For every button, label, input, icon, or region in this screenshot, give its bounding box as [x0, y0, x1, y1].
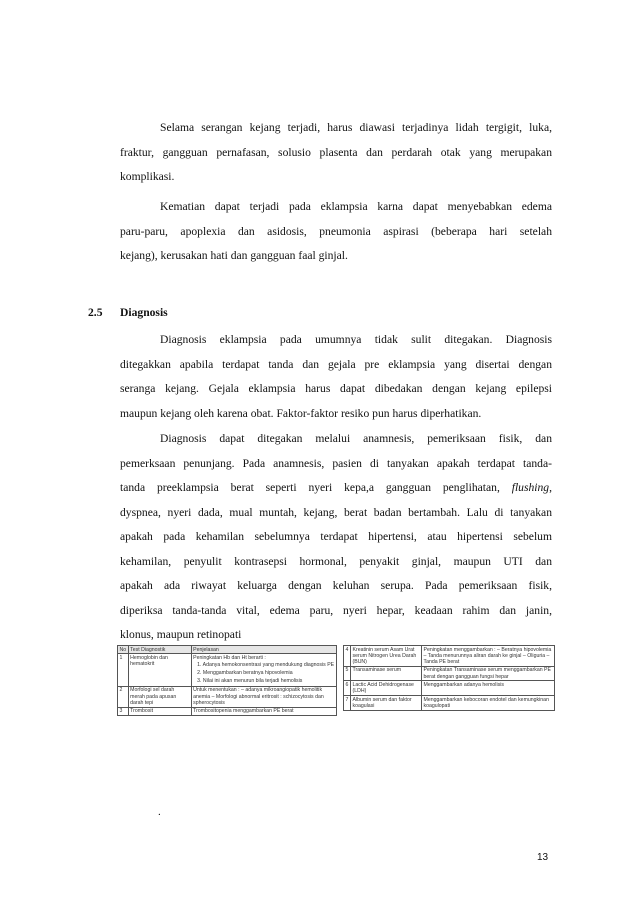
sub-list: [197, 662, 334, 684]
table-row: [344, 666, 555, 681]
table-cell-no: 7: [344, 696, 351, 711]
paragraph-line: Diagnosis eklampsia pada umumnya tidak sulit ditegakan. Diagnosis: [160, 333, 552, 346]
table-cell-desc: Trombositopenia menggambarkan PE berat: [191, 707, 336, 715]
table-cell-desc: Menggambarkan adanya hemolisis: [422, 681, 555, 696]
paragraph-line: Selama serangan kejang terjadi, harus diawasi terjadinya lidah tergigit, luka,: [160, 121, 552, 134]
table-row: [344, 681, 555, 696]
table-header-row: [118, 646, 337, 654]
paragraph-line: apakah pada kehamilan sebelumnya terdapat hipertensi, atau hipertensi sebelum: [120, 530, 552, 543]
table-cell-test: Morfologi sel darah merah pada apusan darah tepi: [128, 686, 191, 707]
paragraph-line: paru-paru, apoplexia dan asidosis, pneumonia aspirasi (beberapa hari setelah: [120, 224, 552, 238]
paragraph-line: fraktur, gangguan pernafasan, solusio plasenta dan perdarah otak yang merupakan: [120, 145, 552, 159]
page-number: 13: [537, 852, 549, 863]
table-cell-text: Peningkatan Hb dan Ht berarti :: [193, 654, 266, 661]
paragraph-line: klonus, maupun retinopati: [120, 628, 242, 641]
table-cell-no: 1: [118, 654, 129, 687]
diagnostic-table-left: [117, 645, 337, 716]
diagnostic-tests-figure: [117, 645, 555, 757]
table-cell-test: Trombosit: [128, 707, 191, 715]
table-cell-desc: [191, 654, 336, 687]
section-title: Diagnosis: [120, 306, 168, 319]
paragraph-line: ditegakkan apabila terdapat tanda dan gejala pre eklampsia yang disertai dengan: [120, 357, 552, 371]
section-number: 2.5: [88, 306, 103, 319]
paragraph-diagnosis-intro: [120, 328, 552, 426]
column-header: Test Diagnostik: [128, 646, 191, 654]
paragraph-line: Kematian dapat terjadi pada eklampsia karna dapat menyebabkan edema: [160, 200, 552, 213]
paragraph-mortality: [120, 195, 552, 269]
paragraph-diagnosis-methods: [120, 427, 552, 648]
paragraph-line: pemerksaan penunjang. Pada anamnesis, pasien di tanyakan apakah terdapat tanda-: [120, 456, 552, 470]
table-cell-no: 4: [344, 646, 351, 667]
paragraph-line: komplikasi.: [120, 170, 175, 183]
table-cell-desc: Peningkatan menggambarkan : – Beratnya hipovolemia – Tanda menurunnya aliran darah ke ginjal – Oliguria – Tanda PE berat: [422, 646, 555, 667]
paragraph-line: maupun kejang oleh karena obat. Faktor-faktor resiko pun harus diperhatikan.: [120, 406, 482, 420]
list-item: 2. Menggambarkan beratnya hipovolemia: [197, 669, 293, 676]
column-header: Penjelasan: [191, 646, 336, 654]
table-cell-no: 6: [344, 681, 351, 696]
table-cell-no: 3: [118, 707, 129, 715]
table-cell-test: Albumin serum dan faktor koagulasi: [351, 696, 422, 711]
table-cell-no: 5: [344, 666, 351, 681]
paragraph-line-part: ,: [549, 481, 552, 494]
paragraph-line: kehamilan, penyulit kontrasepsi hormonal, penyakit ginjal, maupun UTI dan: [120, 554, 552, 568]
table-row: [118, 686, 337, 707]
table-row: [118, 654, 337, 687]
table-cell-desc: Peningkatan Transaminase serum menggambarkan PE berat dengan gangguan fungsi hepar: [422, 666, 555, 681]
paragraph-line-part: tanda preeklampsia berat seperti nyeri kepa,a gangguan penglihatan,: [120, 481, 500, 494]
table-cell-test: Kreatinin serum Asam Urat serum Nitrogen Urea Darah (BUN): [351, 646, 422, 667]
paragraph-line: Diagnosis dapat ditegakan melalui anamnesis, pemeriksaan fisik, dan: [160, 432, 552, 445]
table-cell-desc: Untuk menentukan : – adanya mikroangiopatik hemolitik anemia – Morfologi abnormal eritrosit : schizocytosis dan spherocytosis: [191, 686, 336, 707]
table-cell-test: Transaminase serum: [351, 666, 422, 681]
table-row: [118, 707, 337, 715]
paragraph-line: diperiksa tanda-tanda vital, edema paru, nyeri hepar, keadaan rahim dan janin,: [120, 603, 552, 617]
stray-dot: .: [158, 806, 161, 818]
table-cell-no: 2: [118, 686, 129, 707]
paragraph-complications: [120, 116, 552, 190]
table-cell-test: Hemoglobin dan hematokrit: [128, 654, 191, 687]
column-header: No: [119, 646, 127, 653]
paragraph-line: seranga kejang. Gejala eklampsia harus dapat dibedakan dengan kejang epilepsi: [120, 382, 552, 395]
paragraph-line: apakah ada riwayat keluarga dengan keluhan serupa. Pada pemeriksaan fisik,: [120, 579, 552, 592]
paragraph-line: kejang), kerusakan hati dan gangguan faal ginjal.: [120, 249, 348, 262]
emphasis-flushing: flushing: [511, 481, 550, 494]
table-row: [344, 646, 555, 667]
list-item: 1. Adanya hemokonsentrasi yang mendukung diagnosis PE: [197, 662, 335, 669]
table-row: [344, 696, 555, 711]
paragraph-line: dyspnea, nyeri dada, mual muntah, kejang, berat badan bertambah. Lalu di tanyakan: [120, 505, 552, 519]
table-cell-test: Lactic Acid Dehidrogenase (LDH): [351, 681, 422, 696]
diagnostic-table-right: [343, 645, 555, 711]
list-item: 3. Nilai ini akan menurun bila terjadi hemolisis: [197, 677, 303, 684]
table-cell-desc: Menggambarkan kebocoran endotel dan kemungkinan koagulopati: [422, 696, 555, 711]
